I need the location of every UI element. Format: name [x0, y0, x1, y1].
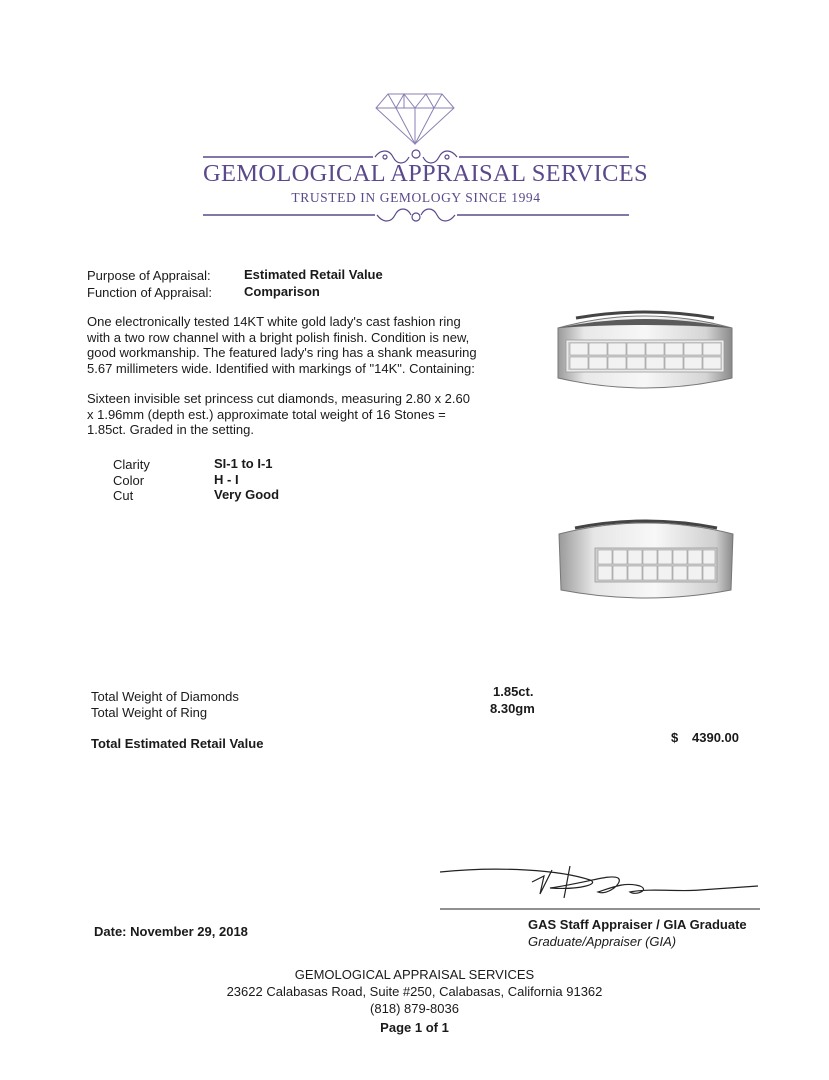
description-line: with a two row channel with a bright polish finish. Condition is new,: [87, 329, 470, 345]
tagline: TRUSTED IN GEMOLOGY SINCE 1994: [291, 190, 541, 205]
date-text: Date: November 29, 2018: [94, 924, 248, 939]
signature: [440, 862, 760, 912]
appraiser-title: GAS Staff Appraiser / GIA Graduate: [528, 917, 747, 932]
description-line: One electronically tested 14KT white gold lady's cast fashion ring: [87, 314, 461, 329]
company-name: GEMOLOGICAL APPRAISAL SERVICES: [203, 160, 648, 187]
footer-phone: (818) 879-8036: [370, 1001, 459, 1016]
ring-weight-label: Total Weight of Ring: [91, 705, 208, 720]
description-line: Sixteen invisible set princess cut diamonds, measuring 2.80 x 2.60: [87, 391, 470, 406]
description-line: 1.85ct. Graded in the setting.: [87, 422, 254, 437]
cut-label: Cut: [113, 488, 134, 503]
description-line: x 1.96mm (depth est.) approximate total weight of 16 Stones =: [87, 406, 446, 422]
description-line: good workmanship. The featured lady's ring has a shank measuring: [87, 345, 477, 360]
clarity-value: SI-1 to I-1: [214, 456, 273, 471]
diamonds-weight-label: Total Weight of Diamonds: [91, 689, 239, 704]
footer-address: 23622 Calabasas Road, Suite #250, Calabasas, California 91362: [226, 984, 603, 999]
ring-photo-angle: [555, 510, 737, 610]
cut-value: Very Good: [214, 487, 280, 502]
retail-value: 4390.00: [692, 730, 739, 745]
appraiser-subtitle: Graduate/Appraiser (GIA): [528, 934, 677, 949]
function-value: Comparison: [244, 284, 320, 299]
footer-company: GEMOLOGICAL APPRAISAL SERVICES: [294, 967, 535, 982]
purpose-value: Estimated Retail Value: [244, 267, 383, 282]
retail-value-label: Total Estimated Retail Value: [91, 736, 264, 751]
page-number: Page 1 of 1: [380, 1020, 449, 1035]
description-paragraph-1: [87, 314, 477, 376]
clarity-label: Clarity: [113, 457, 150, 472]
currency-symbol: $: [671, 730, 679, 745]
ring-photo-front: [554, 300, 736, 400]
ring-weight-value: 8.30gm: [490, 701, 535, 716]
purpose-label: Purpose of Appraisal:: [87, 268, 211, 283]
ornament-bottom: [203, 205, 629, 225]
description-paragraph-2: [87, 391, 470, 438]
color-label: Color: [113, 473, 145, 488]
color-value: H - I: [214, 472, 239, 487]
diamond-icon: [374, 90, 456, 146]
function-label: Function of Appraisal:: [87, 285, 213, 300]
description-line: 5.67 millimeters wide. Identified with markings of "14K". Containing:: [87, 360, 475, 376]
diamonds-weight-value: 1.85ct.: [493, 684, 534, 699]
